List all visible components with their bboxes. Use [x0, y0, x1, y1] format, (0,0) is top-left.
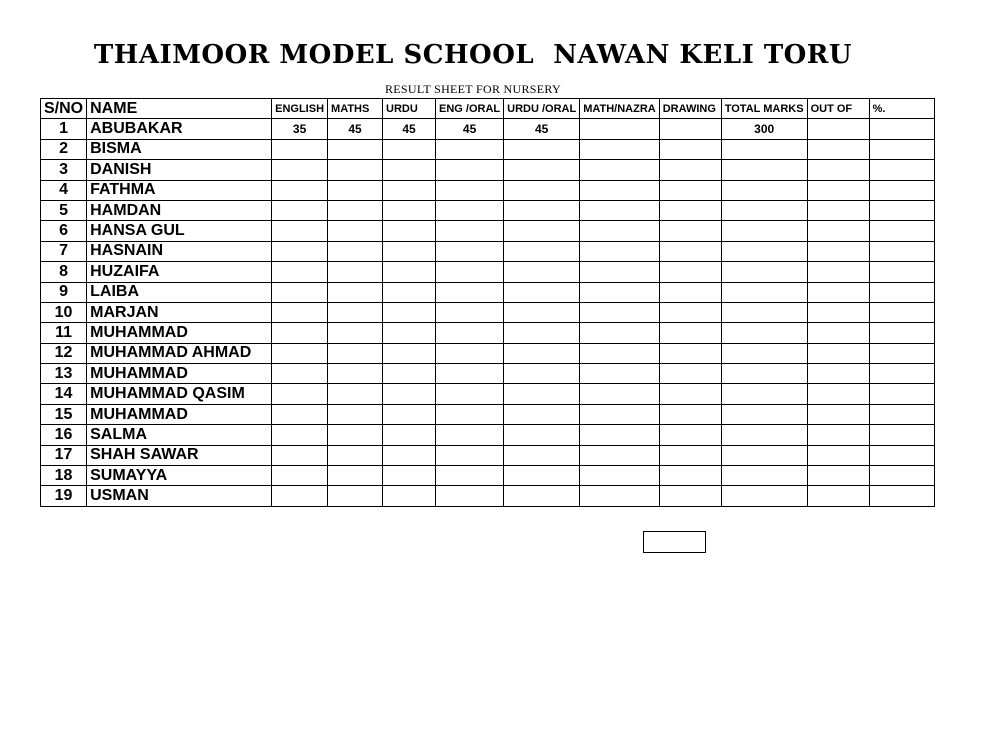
out-of-cell	[807, 364, 869, 384]
percent-cell	[869, 282, 934, 302]
percent-cell	[869, 302, 934, 322]
urdu-oral-cell	[504, 180, 580, 200]
eng-oral-cell	[436, 180, 504, 200]
urdu-cell	[383, 323, 436, 343]
sno-cell: 18	[41, 466, 87, 486]
name-cell: HUZAIFA	[87, 262, 272, 282]
maths-cell	[328, 486, 383, 506]
math-nazra-cell	[580, 466, 660, 486]
eng-oral-cell	[436, 139, 504, 159]
name-cell: DANISH	[87, 160, 272, 180]
drawing-cell	[659, 425, 721, 445]
urdu-oral-cell	[504, 323, 580, 343]
english-cell	[272, 384, 328, 404]
percent-cell	[869, 221, 934, 241]
name-cell: LAIBA	[87, 282, 272, 302]
urdu-cell	[383, 302, 436, 322]
english-cell	[272, 160, 328, 180]
table-row	[41, 466, 935, 486]
eng-oral-cell	[436, 262, 504, 282]
out-of-cell	[807, 425, 869, 445]
eng-oral-cell	[436, 445, 504, 465]
percent-cell	[869, 445, 934, 465]
col-header-sno: S/NO	[41, 99, 87, 119]
result-table	[40, 98, 935, 507]
total-marks-cell	[721, 160, 807, 180]
eng-oral-cell	[436, 364, 504, 384]
drawing-cell	[659, 384, 721, 404]
urdu-oral-cell	[504, 302, 580, 322]
drawing-cell	[659, 160, 721, 180]
maths-cell	[328, 343, 383, 363]
urdu-oral-cell	[504, 221, 580, 241]
math-nazra-cell	[580, 221, 660, 241]
name-cell: MUHAMMAD	[87, 404, 272, 424]
sno-cell: 4	[41, 180, 87, 200]
urdu-cell	[383, 139, 436, 159]
maths-cell	[328, 221, 383, 241]
urdu-cell: 45	[383, 119, 436, 139]
english-cell: 35	[272, 119, 328, 139]
maths-cell	[328, 404, 383, 424]
drawing-cell	[659, 466, 721, 486]
percent-cell	[869, 486, 934, 506]
math-nazra-cell	[580, 343, 660, 363]
out-of-cell	[807, 200, 869, 220]
name-cell: SHAH SAWAR	[87, 445, 272, 465]
drawing-cell	[659, 119, 721, 139]
urdu-cell	[383, 180, 436, 200]
total-marks-cell	[721, 139, 807, 159]
urdu-cell	[383, 445, 436, 465]
sno-cell: 19	[41, 486, 87, 506]
english-cell	[272, 466, 328, 486]
sno-cell: 3	[41, 160, 87, 180]
table-row	[41, 119, 935, 139]
sno-cell: 10	[41, 302, 87, 322]
table-row	[41, 384, 935, 404]
total-marks-cell	[721, 343, 807, 363]
math-nazra-cell	[580, 486, 660, 506]
math-nazra-cell	[580, 384, 660, 404]
english-cell	[272, 241, 328, 261]
percent-cell	[869, 425, 934, 445]
maths-cell	[328, 323, 383, 343]
sno-cell: 14	[41, 384, 87, 404]
urdu-oral-cell	[504, 343, 580, 363]
eng-oral-cell	[436, 486, 504, 506]
english-cell	[272, 425, 328, 445]
english-cell	[272, 404, 328, 424]
percent-cell	[869, 139, 934, 159]
drawing-cell	[659, 139, 721, 159]
math-nazra-cell	[580, 425, 660, 445]
out-of-cell	[807, 404, 869, 424]
drawing-cell	[659, 241, 721, 261]
urdu-oral-cell	[504, 466, 580, 486]
sno-cell: 7	[41, 241, 87, 261]
out-of-cell	[807, 262, 869, 282]
sno-cell: 6	[41, 221, 87, 241]
urdu-cell	[383, 262, 436, 282]
table-row	[41, 282, 935, 302]
out-of-cell	[807, 466, 869, 486]
percent-cell	[869, 466, 934, 486]
urdu-cell	[383, 282, 436, 302]
total-marks-cell	[721, 282, 807, 302]
drawing-cell	[659, 180, 721, 200]
english-cell	[272, 200, 328, 220]
urdu-cell	[383, 221, 436, 241]
name-cell: SALMA	[87, 425, 272, 445]
total-marks-cell	[721, 241, 807, 261]
sno-cell: 15	[41, 404, 87, 424]
percent-cell	[869, 404, 934, 424]
name-cell: MARJAN	[87, 302, 272, 322]
name-cell: HAMDAN	[87, 200, 272, 220]
eng-oral-cell	[436, 221, 504, 241]
maths-cell	[328, 384, 383, 404]
total-marks-cell	[721, 404, 807, 424]
math-nazra-cell	[580, 323, 660, 343]
urdu-oral-cell	[504, 282, 580, 302]
urdu-oral-cell	[504, 404, 580, 424]
eng-oral-cell	[436, 282, 504, 302]
percent-cell	[869, 384, 934, 404]
urdu-oral-cell: 45	[504, 119, 580, 139]
english-cell	[272, 262, 328, 282]
stray-cell	[643, 531, 706, 553]
maths-cell	[328, 302, 383, 322]
eng-oral-cell	[436, 241, 504, 261]
english-cell	[272, 445, 328, 465]
urdu-cell	[383, 241, 436, 261]
sno-cell: 17	[41, 445, 87, 465]
total-marks-cell	[721, 425, 807, 445]
col-header-urdu-oral: URDU /ORAL	[504, 99, 580, 119]
percent-cell	[869, 262, 934, 282]
eng-oral-cell	[436, 384, 504, 404]
urdu-oral-cell	[504, 200, 580, 220]
col-header-drawing: DRAWING	[659, 99, 721, 119]
maths-cell	[328, 466, 383, 486]
sno-cell: 9	[41, 282, 87, 302]
math-nazra-cell	[580, 119, 660, 139]
table-row	[41, 262, 935, 282]
col-header-maths: MATHS	[328, 99, 383, 119]
col-header-english: ENGLISH	[272, 99, 328, 119]
math-nazra-cell	[580, 200, 660, 220]
urdu-oral-cell	[504, 262, 580, 282]
urdu-cell	[383, 200, 436, 220]
urdu-cell	[383, 425, 436, 445]
math-nazra-cell	[580, 241, 660, 261]
percent-cell	[869, 200, 934, 220]
percent-cell	[869, 323, 934, 343]
out-of-cell	[807, 139, 869, 159]
urdu-oral-cell	[504, 425, 580, 445]
total-marks-cell	[721, 302, 807, 322]
name-cell: MUHAMMAD	[87, 323, 272, 343]
name-cell: HASNAIN	[87, 241, 272, 261]
table-row	[41, 302, 935, 322]
eng-oral-cell	[436, 200, 504, 220]
drawing-cell	[659, 445, 721, 465]
total-marks-cell	[721, 262, 807, 282]
drawing-cell	[659, 343, 721, 363]
total-marks-cell: 300	[721, 119, 807, 139]
drawing-cell	[659, 364, 721, 384]
english-cell	[272, 282, 328, 302]
out-of-cell	[807, 302, 869, 322]
col-header-percent: %.	[869, 99, 934, 119]
name-cell: MUHAMMAD QASIM	[87, 384, 272, 404]
percent-cell	[869, 160, 934, 180]
drawing-cell	[659, 262, 721, 282]
sno-cell: 8	[41, 262, 87, 282]
sno-cell: 12	[41, 343, 87, 363]
drawing-cell	[659, 200, 721, 220]
col-header-math-nazra: MATH/NAZRA	[580, 99, 660, 119]
total-marks-cell	[721, 445, 807, 465]
table-row	[41, 445, 935, 465]
name-cell: SUMAYYA	[87, 466, 272, 486]
english-cell	[272, 302, 328, 322]
eng-oral-cell	[436, 404, 504, 424]
table-row	[41, 343, 935, 363]
eng-oral-cell: 45	[436, 119, 504, 139]
total-marks-cell	[721, 221, 807, 241]
math-nazra-cell	[580, 160, 660, 180]
table-row	[41, 200, 935, 220]
name-cell: BISMA	[87, 139, 272, 159]
urdu-cell	[383, 404, 436, 424]
col-header-name: NAME	[87, 99, 272, 119]
english-cell	[272, 221, 328, 241]
urdu-cell	[383, 466, 436, 486]
math-nazra-cell	[580, 282, 660, 302]
total-marks-cell	[721, 486, 807, 506]
percent-cell	[869, 241, 934, 261]
table-row	[41, 221, 935, 241]
math-nazra-cell	[580, 262, 660, 282]
maths-cell	[328, 262, 383, 282]
total-marks-cell	[721, 384, 807, 404]
math-nazra-cell	[580, 139, 660, 159]
drawing-cell	[659, 282, 721, 302]
table-row	[41, 404, 935, 424]
english-cell	[272, 180, 328, 200]
name-cell: MUHAMMAD	[87, 364, 272, 384]
maths-cell	[328, 425, 383, 445]
maths-cell	[328, 180, 383, 200]
total-marks-cell	[721, 364, 807, 384]
maths-cell	[328, 241, 383, 261]
out-of-cell	[807, 160, 869, 180]
total-marks-cell	[721, 466, 807, 486]
out-of-cell	[807, 445, 869, 465]
name-cell: ABUBAKAR	[87, 119, 272, 139]
table-row	[41, 323, 935, 343]
name-cell: FATHMA	[87, 180, 272, 200]
urdu-oral-cell	[504, 384, 580, 404]
maths-cell: 45	[328, 119, 383, 139]
english-cell	[272, 364, 328, 384]
table-row	[41, 425, 935, 445]
drawing-cell	[659, 221, 721, 241]
out-of-cell	[807, 119, 869, 139]
total-marks-cell	[721, 200, 807, 220]
out-of-cell	[807, 486, 869, 506]
col-header-urdu: URDU	[383, 99, 436, 119]
name-cell: USMAN	[87, 486, 272, 506]
name-cell: MUHAMMAD AHMAD	[87, 343, 272, 363]
maths-cell	[328, 200, 383, 220]
urdu-oral-cell	[504, 139, 580, 159]
urdu-cell	[383, 343, 436, 363]
out-of-cell	[807, 323, 869, 343]
percent-cell	[869, 119, 934, 139]
eng-oral-cell	[436, 302, 504, 322]
out-of-cell	[807, 384, 869, 404]
math-nazra-cell	[580, 302, 660, 322]
urdu-oral-cell	[504, 486, 580, 506]
urdu-cell	[383, 364, 436, 384]
urdu-oral-cell	[504, 160, 580, 180]
math-nazra-cell	[580, 364, 660, 384]
table-row	[41, 139, 935, 159]
eng-oral-cell	[436, 343, 504, 363]
maths-cell	[328, 139, 383, 159]
total-marks-cell	[721, 180, 807, 200]
eng-oral-cell	[436, 323, 504, 343]
maths-cell	[328, 445, 383, 465]
table-row	[41, 241, 935, 261]
eng-oral-cell	[436, 466, 504, 486]
sno-cell: 13	[41, 364, 87, 384]
col-header-eng-oral: ENG /ORAL	[436, 99, 504, 119]
out-of-cell	[807, 221, 869, 241]
urdu-cell	[383, 160, 436, 180]
math-nazra-cell	[580, 404, 660, 424]
eng-oral-cell	[436, 425, 504, 445]
total-marks-cell	[721, 323, 807, 343]
urdu-cell	[383, 384, 436, 404]
math-nazra-cell	[580, 180, 660, 200]
header-row	[41, 99, 935, 119]
urdu-oral-cell	[504, 364, 580, 384]
sno-cell: 11	[41, 323, 87, 343]
school-title: THAIMOOR MODEL SCHOOL NAWAN KELI TORU	[93, 40, 853, 70]
col-header-total-marks: TOTAL MARKS	[721, 99, 807, 119]
out-of-cell	[807, 241, 869, 261]
percent-cell	[869, 364, 934, 384]
maths-cell	[328, 160, 383, 180]
name-cell: HANSA GUL	[87, 221, 272, 241]
urdu-cell	[383, 486, 436, 506]
table-row	[41, 364, 935, 384]
sno-cell: 1	[41, 119, 87, 139]
out-of-cell	[807, 343, 869, 363]
english-cell	[272, 486, 328, 506]
col-header-out-of: OUT OF	[807, 99, 869, 119]
english-cell	[272, 323, 328, 343]
drawing-cell	[659, 323, 721, 343]
sheet-subtitle: RESULT SHEET FOR NURSERY	[384, 82, 562, 96]
table-row	[41, 180, 935, 200]
math-nazra-cell	[580, 445, 660, 465]
out-of-cell	[807, 180, 869, 200]
table-row	[41, 160, 935, 180]
maths-cell	[328, 282, 383, 302]
sno-cell: 2	[41, 139, 87, 159]
sno-cell: 5	[41, 200, 87, 220]
out-of-cell	[807, 282, 869, 302]
drawing-cell	[659, 404, 721, 424]
english-cell	[272, 343, 328, 363]
urdu-oral-cell	[504, 445, 580, 465]
percent-cell	[869, 180, 934, 200]
english-cell	[272, 139, 328, 159]
table-row	[41, 486, 935, 506]
maths-cell	[328, 364, 383, 384]
drawing-cell	[659, 302, 721, 322]
eng-oral-cell	[436, 160, 504, 180]
drawing-cell	[659, 486, 721, 506]
urdu-oral-cell	[504, 241, 580, 261]
sno-cell: 16	[41, 425, 87, 445]
percent-cell	[869, 343, 934, 363]
